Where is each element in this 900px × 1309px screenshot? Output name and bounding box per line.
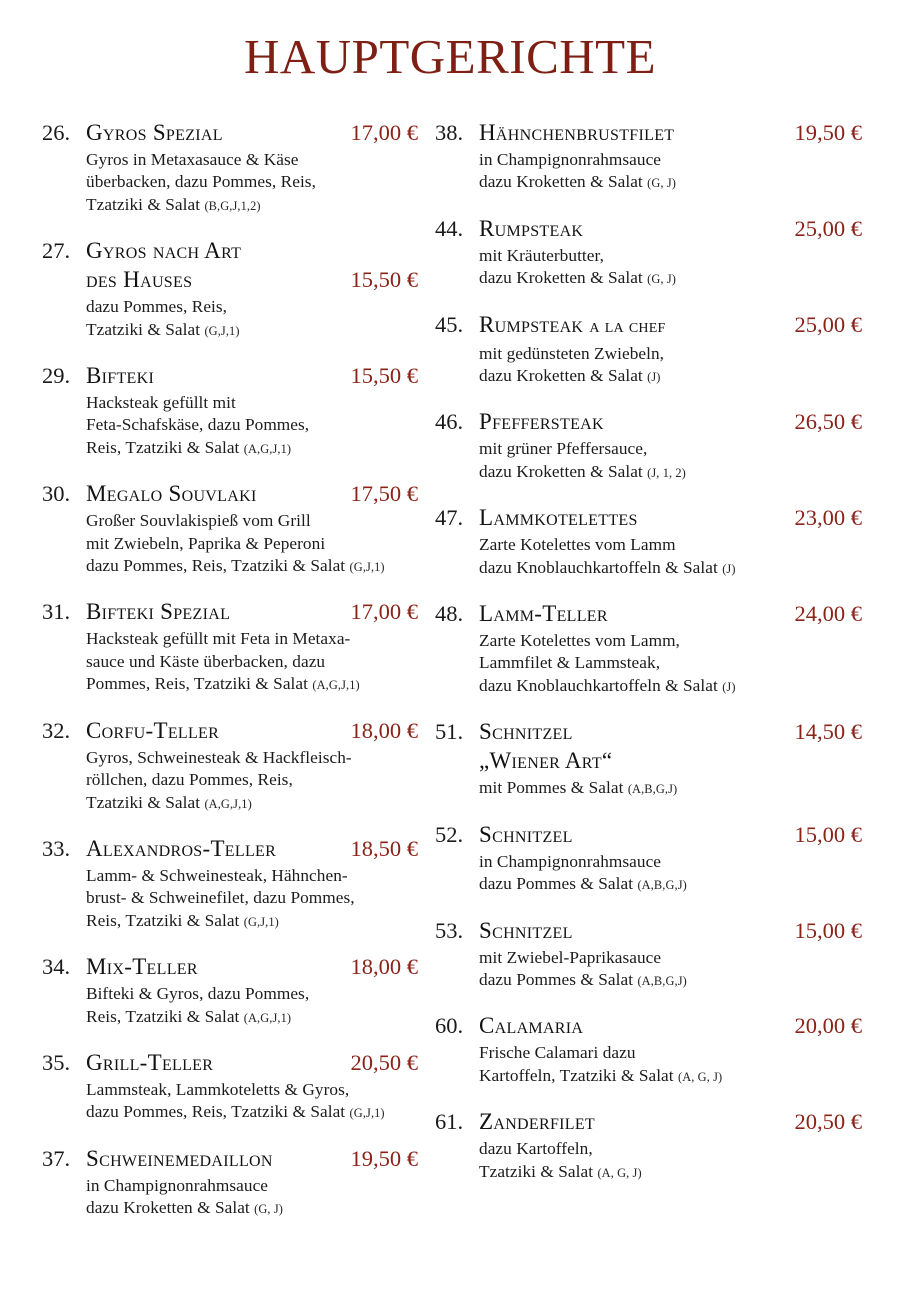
- menu-item-description-line: [86, 887, 418, 909]
- menu-item-name-block: [479, 310, 862, 341]
- menu-item-description-line: [86, 983, 418, 1005]
- menu-item-name: Lammkotelettes: [479, 505, 638, 531]
- menu-item-description: [435, 630, 862, 698]
- menu-item-description: [435, 1042, 862, 1088]
- menu-item-price: 15,50 €: [350, 267, 418, 293]
- menu-item: [435, 214, 862, 291]
- menu-item-description-line: [479, 947, 862, 969]
- allergen-codes: (A,G,J,1): [312, 678, 360, 693]
- allergen-codes: (J): [647, 370, 661, 385]
- menu-item-description-line: [479, 873, 862, 896]
- menu-item-name-row: [86, 716, 418, 745]
- menu-item-number: 46.: [435, 409, 464, 435]
- allergen-codes: (A,B,G,J): [627, 782, 678, 797]
- allergen-codes: (A,G,J,1): [204, 796, 252, 811]
- description-text: Hacksteak gefüllt mit: [86, 393, 236, 413]
- menu-item-name-block: [479, 1107, 862, 1136]
- menu-item-description-line: [86, 149, 418, 171]
- menu-item-number: 29.: [42, 363, 71, 389]
- menu-item-price: 20,50 €: [350, 1049, 418, 1075]
- menu-item-description-line: [479, 171, 862, 194]
- menu-item-description-line: [86, 510, 418, 532]
- menu-item-description: [435, 777, 862, 800]
- description-text: Reis, Tzatziki & Salat: [86, 910, 240, 930]
- menu-item-name-row: [86, 265, 418, 294]
- menu-item-description-line: [479, 652, 862, 674]
- allergen-codes: (A,B,G,J): [637, 878, 687, 893]
- description-text: Tzatziki & Salat: [86, 792, 201, 812]
- menu-item-description-line: [86, 865, 418, 887]
- menu-item-description: [42, 747, 418, 815]
- menu-item-name: Gyros Spezial: [86, 120, 223, 145]
- menu-item: [42, 361, 418, 460]
- menu-item-name: Alexandros-Teller: [86, 835, 277, 861]
- menu-item-number: 48.: [435, 601, 464, 627]
- description-text: dazu Kroketten & Salat: [479, 172, 643, 192]
- description-text: mit grüner Pfeffersauce,: [479, 439, 648, 459]
- menu-item-description-line: [86, 414, 418, 436]
- menu-item-head: [435, 1011, 862, 1040]
- menu-item-description: [42, 1079, 418, 1125]
- menu-item-description-line: [86, 437, 418, 460]
- allergen-codes: (A, G, J): [678, 1069, 723, 1084]
- description-text: dazu Kroketten & Salat: [479, 268, 643, 288]
- description-text: Tzatziki & Salat: [86, 319, 201, 339]
- menu-item-head: [435, 599, 862, 628]
- menu-item-number: 52.: [435, 821, 464, 847]
- description-text: in Champignonrahmsauce: [479, 851, 662, 871]
- menu-item-name-row: [86, 1144, 418, 1173]
- menu-item-description: [435, 149, 862, 195]
- description-text: mit Pommes & Salat: [479, 778, 624, 798]
- menu-item-number: 27.: [42, 238, 71, 264]
- menu-item: [435, 1107, 862, 1184]
- menu-item-description-line: [479, 675, 862, 698]
- menu-item-name-suffix: a la chef: [589, 315, 666, 337]
- description-text: Reis, Tzatziki & Salat: [86, 1006, 240, 1026]
- menu-item-description: [435, 343, 862, 389]
- menu-item-name-row: [479, 1107, 862, 1136]
- menu-item-name: des Hauses: [86, 267, 193, 293]
- menu-item-description-line: [479, 777, 862, 800]
- menu-item-head: [42, 597, 418, 626]
- menu-item-name-row: [479, 118, 862, 147]
- menu-item: [42, 716, 418, 815]
- menu-item: [435, 717, 862, 800]
- menu-item-number: 32.: [42, 717, 71, 743]
- description-text: Großer Souvlakispieß vom Grill: [86, 511, 311, 531]
- menu-item-name-main: Rumpsteak: [479, 311, 590, 337]
- menu-item-description-line: [86, 171, 418, 193]
- menu-item-description: [435, 534, 862, 580]
- allergen-codes: (G,J,1): [349, 560, 385, 575]
- description-text: dazu Pommes, Reis, Tzatziki & Salat: [86, 1102, 346, 1122]
- menu-item-name: Bifteki Spezial: [86, 599, 231, 625]
- description-text: in Champignonrahmsauce: [479, 150, 662, 169]
- menu-item-head: [42, 1048, 418, 1077]
- menu-item-name-row: [479, 916, 862, 945]
- menu-item-name: Bifteki: [86, 363, 155, 389]
- menu-item-name: [479, 310, 665, 341]
- menu-item-price: 17,50 €: [350, 481, 418, 507]
- menu-item-name-row: [86, 118, 418, 147]
- description-text: Pommes, Reis, Tzatziki & Salat: [86, 674, 308, 694]
- menu-item-name-row: [86, 834, 418, 863]
- menu-item-description-line: [86, 792, 418, 815]
- menu-item: [42, 597, 418, 696]
- menu-item-number: 35.: [42, 1049, 71, 1075]
- menu-item-description-line: [479, 557, 862, 580]
- menu-columns: [0, 81, 900, 1240]
- menu-item-description-line: [86, 555, 418, 578]
- allergen-codes: (A, G, J): [597, 1165, 642, 1180]
- description-text: Zarte Kotelettes vom Lamm: [479, 535, 676, 555]
- menu-item-description-line: [86, 533, 418, 555]
- menu-item-head: [42, 716, 418, 745]
- menu-item-description-line: [479, 267, 862, 290]
- menu-item-description-line: [479, 149, 862, 171]
- menu-item-number: 61.: [435, 1109, 464, 1135]
- menu-item-name: Pfeffersteak: [479, 409, 604, 435]
- description-text: Kartoffeln, Tzatziki & Salat: [479, 1065, 674, 1085]
- menu-item-description-line: [479, 851, 862, 873]
- menu-item-description-line: [86, 769, 418, 791]
- menu-item-price: 18,00 €: [350, 717, 418, 743]
- allergen-codes: (G,J,1): [204, 323, 240, 338]
- menu-item-name-block: [86, 597, 418, 626]
- menu-item-price: 18,50 €: [350, 835, 418, 861]
- menu-item-description-line: [86, 194, 418, 217]
- menu-item-head: [42, 118, 418, 147]
- description-text: mit gedünsteten Zwiebeln,: [479, 343, 665, 363]
- menu-item-description-line: [479, 534, 862, 556]
- description-text: Lammfilet & Lammsteak,: [479, 653, 661, 673]
- menu-item-number: 31.: [42, 599, 71, 625]
- menu-item-name-row: [86, 361, 418, 390]
- menu-item-head: [42, 834, 418, 863]
- description-text: dazu Knoblauchkartoffeln & Salat: [479, 675, 718, 695]
- menu-item-name-block: [86, 361, 418, 390]
- menu-item-name-block: [479, 1011, 862, 1040]
- menu-item-price: 17,00 €: [350, 120, 418, 145]
- menu-item-description-line: [86, 1175, 418, 1197]
- description-text: dazu Kroketten & Salat: [479, 461, 643, 481]
- description-text: dazu Pommes, Reis,: [86, 297, 228, 317]
- menu-item-description-line: [86, 1006, 418, 1029]
- menu-item: [435, 118, 862, 195]
- description-text: mit Zwiebel-Paprikasauce: [479, 947, 662, 967]
- menu-item-description: [42, 865, 418, 933]
- menu-item-head: [42, 236, 418, 294]
- description-text: in Champignonrahmsauce: [86, 1175, 269, 1195]
- menu-item-name-block: [479, 118, 862, 147]
- menu-item-price: 15,00 €: [794, 917, 862, 943]
- description-text: Tzatziki & Salat: [86, 194, 201, 214]
- menu-item-head: [435, 407, 862, 436]
- menu-item-description: [42, 296, 418, 342]
- menu-item: [435, 503, 862, 580]
- page-title: HAUPTGERICHTE: [243, 29, 657, 84]
- description-text: dazu Kroketten & Salat: [479, 366, 643, 386]
- menu-item-head: [42, 952, 418, 981]
- menu-item-name-row: [479, 407, 862, 436]
- description-text: dazu Pommes, Reis, Tzatziki & Salat: [86, 556, 346, 576]
- description-text: brust- & Schweinefilet, dazu Pommes,: [86, 888, 355, 908]
- description-text: mit Zwiebeln, Paprika & Peperoni: [86, 533, 326, 553]
- menu-item-name-block: [86, 1144, 418, 1173]
- description-text: Lammsteak, Lammkoteletts & Gyros,: [86, 1079, 350, 1099]
- menu-item-description-line: [479, 1042, 862, 1064]
- menu-item: [42, 118, 418, 217]
- menu-item-description: [42, 392, 418, 460]
- menu-item-price: 25,00 €: [794, 215, 862, 241]
- description-text: Hacksteak gefüllt mit Feta in Metaxa-: [86, 629, 351, 649]
- menu-item-head: [435, 717, 862, 775]
- menu-item-description: [42, 628, 418, 696]
- menu-column-left: [0, 118, 418, 1240]
- menu-item: [42, 479, 418, 578]
- menu-item-description-line: [479, 1065, 862, 1088]
- menu-item-description: [435, 947, 862, 993]
- menu-item-name-block: [86, 236, 418, 294]
- menu-item: [42, 236, 418, 342]
- menu-item-name: Mix-Teller: [86, 954, 198, 980]
- description-text: Frische Calamari dazu: [479, 1043, 636, 1063]
- menu-item-name-row: [86, 1048, 418, 1077]
- menu-item-number: 60.: [435, 1013, 464, 1039]
- allergen-codes: (G, J): [254, 1202, 283, 1217]
- menu-item-name: „Wiener Art“: [479, 748, 613, 774]
- menu-item-price: 17,00 €: [350, 599, 418, 625]
- menu-item-name-block: [479, 599, 862, 628]
- menu-item-price: 14,50 €: [794, 719, 862, 745]
- description-text: dazu Pommes & Salat: [479, 874, 634, 894]
- menu-item-head: [435, 820, 862, 849]
- menu-item-number: 44.: [435, 215, 464, 241]
- menu-item-description-line: [479, 1161, 862, 1184]
- menu-item-price: 19,50 €: [350, 1145, 418, 1171]
- menu-item: [42, 834, 418, 933]
- menu-item: [42, 1048, 418, 1125]
- allergen-codes: (A,G,J,1): [243, 1010, 292, 1025]
- menu-item-number: 34.: [42, 954, 71, 980]
- allergen-codes: (G,J,1): [243, 914, 279, 929]
- description-text: Lamm- & Schweinesteak, Hähnchen-: [86, 865, 348, 885]
- menu-item-price: 19,50 €: [794, 120, 862, 145]
- menu-item-price: 15,00 €: [794, 821, 862, 847]
- menu-item-name-row: [86, 479, 418, 508]
- menu-item-head: [435, 1107, 862, 1136]
- allergen-codes: (J): [722, 561, 736, 576]
- menu-item-name-block: [479, 916, 862, 945]
- menu-item-name-block: [479, 214, 862, 243]
- menu-item-head: [42, 479, 418, 508]
- menu-item-name: Zanderfilet: [479, 1109, 596, 1135]
- menu-item-price: 20,00 €: [794, 1013, 862, 1039]
- menu-item-head: [435, 118, 862, 147]
- description-text: mit Kräuterbutter,: [479, 245, 604, 265]
- menu-column-right: [418, 118, 900, 1203]
- menu-item-description: [435, 851, 862, 897]
- menu-item-name-row: [479, 503, 862, 532]
- description-text: sauce und Käste überbacken, dazu: [86, 651, 326, 671]
- menu-item: [435, 310, 862, 389]
- menu-item-price: 24,00 €: [794, 601, 862, 627]
- menu-item-description-line: [479, 969, 862, 992]
- menu-item-name-row: [86, 952, 418, 981]
- allergen-codes: (G,J,1): [349, 1106, 385, 1121]
- menu-item-name-row: [479, 214, 862, 243]
- menu-item: [42, 952, 418, 1029]
- menu-item-name-block: [479, 820, 862, 849]
- menu-item-name-row: [479, 1011, 862, 1040]
- menu-item-description-line: [86, 628, 418, 650]
- menu-item-number: 30.: [42, 481, 71, 507]
- menu-item-description-line: [86, 392, 418, 414]
- menu-item-head: [435, 503, 862, 532]
- menu-item: [435, 599, 862, 698]
- menu-item: [435, 916, 862, 993]
- menu-item-head: [435, 916, 862, 945]
- description-text: Gyros, Schweinesteak & Hackfleisch-: [86, 747, 352, 767]
- menu-item: [435, 820, 862, 897]
- description-text: dazu Knoblauchkartoffeln & Salat: [479, 557, 718, 577]
- description-text: Tzatziki & Salat: [479, 1161, 594, 1181]
- menu-item-description-line: [479, 245, 862, 267]
- menu-item-name-row: [86, 597, 418, 626]
- allergen-codes: (G, J): [647, 272, 676, 287]
- menu-item-description-line: [86, 296, 418, 318]
- menu-item-number: 47.: [435, 505, 464, 531]
- allergen-codes: (J): [722, 679, 736, 694]
- menu-item-price: 20,50 €: [794, 1109, 862, 1135]
- menu-item-price: 25,00 €: [794, 311, 862, 337]
- description-text: röllchen, dazu Pommes, Reis,: [86, 770, 293, 790]
- menu-item-description: [42, 149, 418, 217]
- menu-item-description-line: [479, 630, 862, 652]
- description-text: Bifteki & Gyros, dazu Pommes,: [86, 984, 310, 1004]
- menu-item-name-row: [479, 599, 862, 628]
- menu-item-name-block: [86, 479, 418, 508]
- menu-item-name-block: [86, 716, 418, 745]
- menu-item-name-row: [479, 820, 862, 849]
- allergen-codes: (G, J): [647, 176, 676, 191]
- menu-item-description-line: [86, 651, 418, 673]
- menu-item-name-block: [86, 834, 418, 863]
- menu-item-name: Rumpsteak: [479, 215, 584, 241]
- menu-item-description-line: [86, 747, 418, 769]
- menu-item-number: 26.: [42, 120, 71, 145]
- menu-item-description-line: [86, 319, 418, 342]
- menu-item-head: [42, 1144, 418, 1173]
- menu-item-head: [435, 214, 862, 243]
- allergen-codes: (A,G,J,1): [243, 441, 292, 456]
- menu-item-name-row: [479, 746, 862, 775]
- allergen-codes: (J, 1, 2): [647, 465, 686, 480]
- menu-item-description-line: [479, 461, 862, 484]
- menu-item-price: 23,00 €: [794, 505, 862, 531]
- menu-item-description-line: [479, 1138, 862, 1160]
- menu-item-price: 26,50 €: [794, 409, 862, 435]
- description-text: dazu Kroketten & Salat: [86, 1198, 250, 1218]
- menu-item-name-row: [86, 236, 418, 265]
- menu-item-description-line: [86, 910, 418, 933]
- menu-item-head: [435, 310, 862, 341]
- menu-item-description-line: [479, 438, 862, 460]
- menu-item-description: [435, 438, 862, 484]
- menu-item-name: Schnitzel: [479, 821, 573, 847]
- menu-item-description-line: [86, 1197, 418, 1220]
- menu-item-name: Schnitzel: [479, 917, 573, 943]
- menu-item-description: [435, 1138, 862, 1184]
- menu-item-number: 53.: [435, 917, 464, 943]
- menu-item-number: 33.: [42, 835, 71, 861]
- menu-item-name-block: [86, 952, 418, 981]
- description-text: dazu Kartoffeln,: [479, 1139, 593, 1159]
- menu-item-name-block: [86, 1048, 418, 1077]
- description-text: dazu Pommes & Salat: [479, 969, 634, 989]
- menu-item: [435, 1011, 862, 1088]
- menu-item-name-block: [479, 503, 862, 532]
- menu-item-description-line: [479, 365, 862, 388]
- menu-item-number: 51.: [435, 719, 464, 745]
- menu-item: [42, 1144, 418, 1221]
- menu-item-number: 38.: [435, 120, 464, 145]
- menu-item-description-line: [86, 1101, 418, 1124]
- menu-item: [435, 407, 862, 484]
- description-text: Zarte Kotelettes vom Lamm,: [479, 631, 680, 651]
- menu-item-description: [435, 245, 862, 291]
- menu-item-description: [42, 1175, 418, 1221]
- menu-item-name-row: [479, 310, 862, 341]
- menu-item-price: 18,00 €: [350, 954, 418, 980]
- menu-item-name: Hähnchenbrustfilet: [479, 120, 675, 145]
- menu-item-price: 15,50 €: [350, 363, 418, 389]
- menu-item-number: 37.: [42, 1145, 71, 1171]
- menu-item-head: [42, 361, 418, 390]
- description-text: überbacken, dazu Pommes, Reis,: [86, 172, 316, 192]
- menu-item-name: Gyros nach Art: [86, 238, 242, 264]
- menu-item-description: [42, 983, 418, 1029]
- menu-item-name: Lamm-Teller: [479, 601, 608, 627]
- allergen-codes: (A,B,G,J): [637, 973, 687, 988]
- menu-item-name: Corfu-Teller: [86, 717, 220, 743]
- menu-item-name: Megalo Souvlaki: [86, 481, 257, 507]
- menu-item-name: Calamaria: [479, 1013, 584, 1039]
- description-text: Gyros in Metaxasauce & Käse: [86, 150, 299, 169]
- description-text: Feta-Schafskäse, dazu Pommes,: [86, 415, 310, 435]
- menu-item-name-block: [479, 717, 862, 775]
- menu-item-name-block: [479, 407, 862, 436]
- menu-item-description: [42, 510, 418, 578]
- menu-item-description-line: [86, 673, 418, 696]
- menu-item-number: 45.: [435, 311, 464, 337]
- menu-item-name-row: [479, 717, 862, 746]
- menu-item-name: Schweinemedaillon: [86, 1145, 273, 1171]
- menu-item-description-line: [86, 1079, 418, 1101]
- menu-item-name-block: [86, 118, 418, 147]
- allergen-codes: (B,G,J,1,2): [204, 198, 261, 213]
- menu-item-description-line: [479, 343, 862, 365]
- description-text: Reis, Tzatziki & Salat: [86, 437, 240, 457]
- menu-item-name: Grill-Teller: [86, 1049, 214, 1075]
- menu-item-name: Schnitzel: [479, 719, 573, 745]
